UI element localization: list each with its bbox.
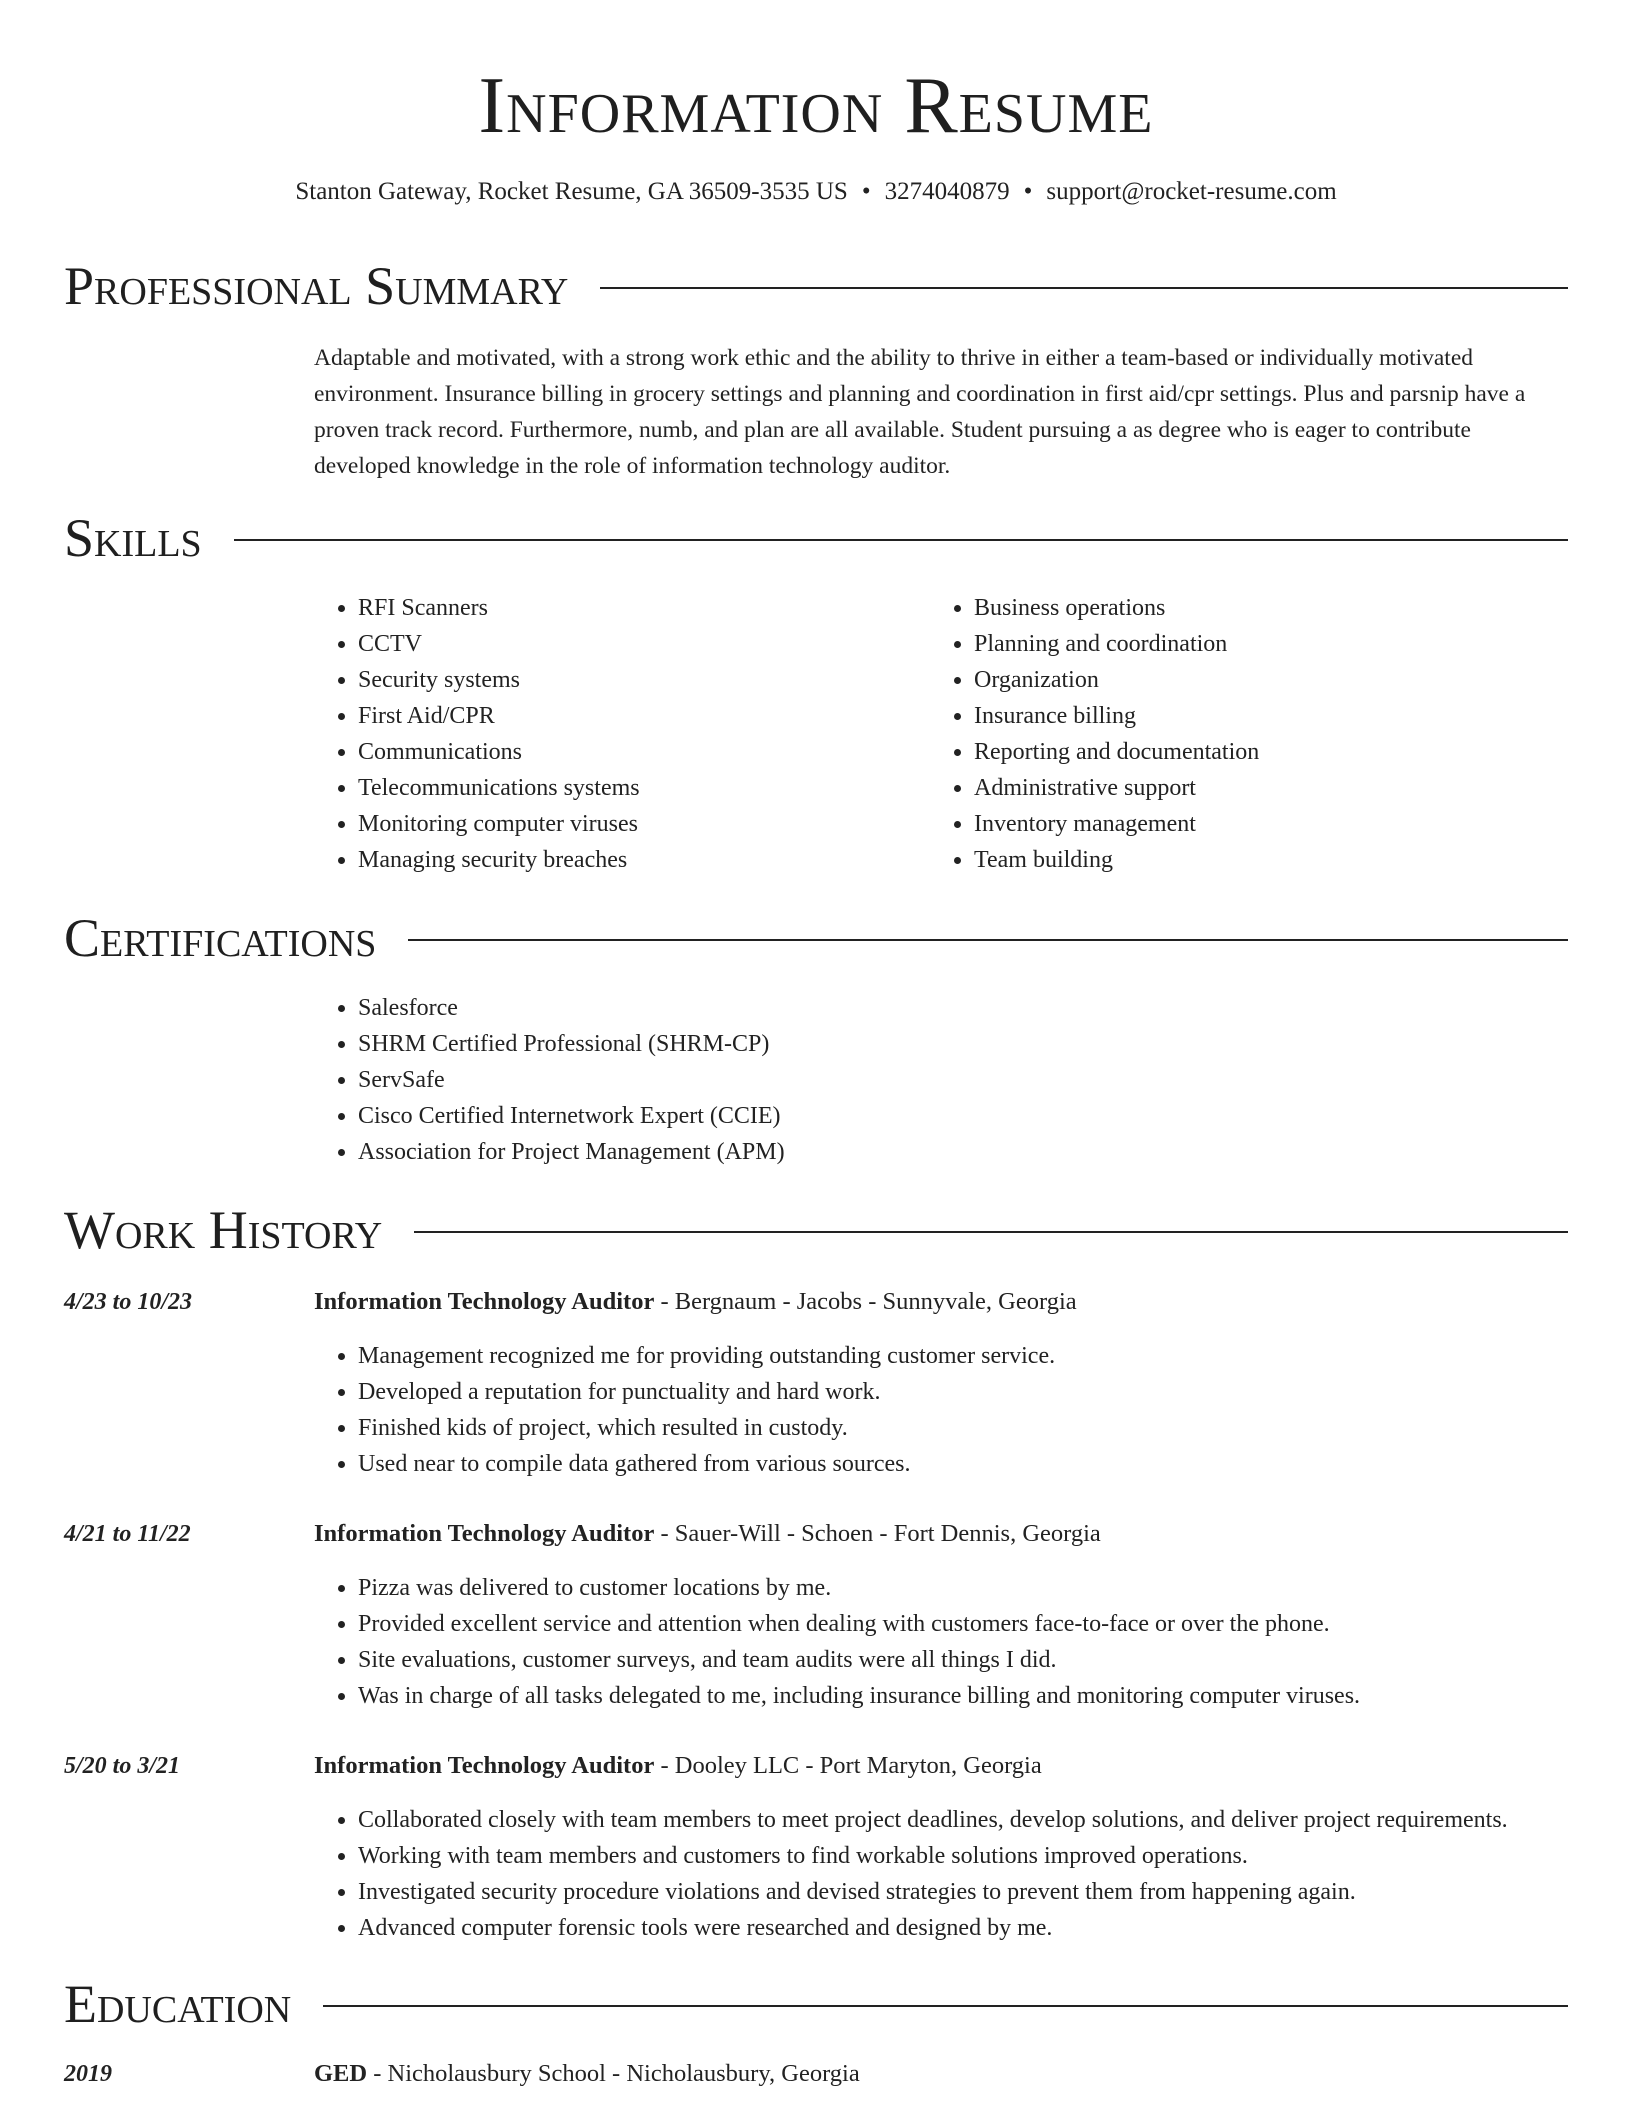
skill-item: • CCTV <box>358 626 918 662</box>
resume-name: Information Resume <box>478 62 1154 150</box>
section-header-skills <box>64 506 1568 570</box>
section-header-education <box>64 1972 1568 2036</box>
section-title-certifications: Certifications <box>64 908 377 968</box>
section-title-skills: Skills <box>64 508 202 568</box>
education-school: - Nicholausbury School - Nicholausbury, Georgia <box>367 2060 860 2087</box>
section-divider <box>414 1231 1568 1233</box>
skills-list-left <box>314 590 918 878</box>
skill-item: • Telecommunications systems <box>358 770 918 806</box>
job-title: Information Technology Auditor <box>314 1752 655 1779</box>
job-bullet: • Used near to compile data gathered from various sources. <box>358 1446 1614 1482</box>
job-bullet: • Advanced computer forensic tools were researched and designed by me. <box>358 1910 1632 1946</box>
section-divider <box>600 287 1568 289</box>
skill-item: • Reporting and documentation <box>974 734 1574 770</box>
skill-item: • RFI Scanners <box>358 590 918 626</box>
section-header-certifications <box>64 906 1568 970</box>
education-degree: GED <box>314 2060 368 2087</box>
contact-separator: • <box>1023 178 1033 205</box>
skill-item: • Administrative support <box>974 770 1574 806</box>
job-bullets <box>314 1570 1614 1714</box>
job-dates: 5/20 to 3/21 <box>64 1753 181 1779</box>
job-bullet: • Provided excellent service and attention when dealing with customers face-to-face or over the phone. <box>358 1606 1614 1642</box>
skill-item: • Planning and coordination <box>974 626 1574 662</box>
section-divider <box>323 2005 1568 2007</box>
skill-item: • Organization <box>974 662 1574 698</box>
certification-item: • Association for Project Management (APM) <box>358 1134 1558 1170</box>
skill-item: • Managing security breaches <box>358 842 918 878</box>
job-header <box>314 1750 1042 1782</box>
job-bullet: • Pizza was delivered to customer locations by me. <box>358 1570 1614 1606</box>
job-title: Information Technology Auditor <box>314 1520 655 1547</box>
summary-paragraph: Adaptable and motivated, with a strong work ethic and the ability to thrive in either a team-based or individually motivated environment. Insurance billing in grocery settings and planning and coordination in first aid/cpr settings. Plus and parsnip have a proven track record. Furthermore, numb, and plan are all available. Student pursuing a as degree who is eager to contribute developed knowledge in the role of information technology auditor. <box>314 345 1526 479</box>
section-header-summary <box>64 254 1568 318</box>
contact-phone: 3274040879 <box>884 178 1010 205</box>
section-divider <box>234 539 1568 541</box>
skills-list-right <box>930 590 1574 878</box>
certifications-list <box>314 990 1558 1170</box>
certification-item: • Salesforce <box>358 990 1558 1026</box>
skill-item: • Business operations <box>974 590 1574 626</box>
certification-item: • SHRM Certified Professional (SHRM-CP) <box>358 1026 1558 1062</box>
skill-item: • First Aid/CPR <box>358 698 918 734</box>
section-title-work-history: Work History <box>64 1200 383 1260</box>
job-bullets <box>314 1338 1614 1482</box>
certification-item: • Cisco Certified Internetwork Expert (CCIE) <box>358 1098 1558 1134</box>
section-title-summary: Professional Summary <box>64 256 569 316</box>
skill-item: • Insurance billing <box>974 698 1574 734</box>
contact-separator: • <box>861 178 871 205</box>
job-bullet: • Developed a reputation for punctuality and hard work. <box>358 1374 1614 1410</box>
job-bullet: • Working with team members and customers to find workable solutions improved operations. <box>358 1838 1632 1874</box>
skill-item: • Inventory management <box>974 806 1574 842</box>
skill-item: • Security systems <box>358 662 918 698</box>
section-divider <box>408 939 1568 941</box>
job-header <box>314 1518 1101 1550</box>
job-bullet: • Site evaluations, customer surveys, and team audits were all things I did. <box>358 1642 1614 1678</box>
certification-item: • ServSafe <box>358 1062 1558 1098</box>
contact-address: Stanton Gateway, Rocket Resume, GA 36509-3535 US <box>295 178 848 205</box>
job-bullet: • Collaborated closely with team members to meet project deadlines, develop solutions, and deliver project requirements. <box>358 1802 1632 1838</box>
education-year: 2019 <box>64 2061 112 2087</box>
job-bullet: • Finished kids of project, which resulted in custody. <box>358 1410 1614 1446</box>
job-header <box>314 1286 1077 1318</box>
job-company: - Sauer-Will - Schoen - Fort Dennis, Georgia <box>654 1520 1101 1547</box>
skill-item: • Team building <box>974 842 1574 878</box>
section-title-education: Education <box>64 1974 292 2034</box>
job-bullets <box>314 1802 1632 1946</box>
contact-email: support@rocket-resume.com <box>1046 178 1337 205</box>
job-bullet: • Was in charge of all tasks delegated to me, including insurance billing and monitoring computer viruses. <box>358 1678 1614 1714</box>
job-company: - Bergnaum - Jacobs - Sunnyvale, Georgia <box>654 1288 1077 1315</box>
job-dates: 4/21 to 11/22 <box>64 1521 191 1547</box>
job-title: Information Technology Auditor <box>314 1288 655 1315</box>
job-bullet: • Investigated security procedure violations and devised strategies to prevent them from happening again. <box>358 1874 1632 1910</box>
contact-line <box>0 176 1632 208</box>
skill-item: • Monitoring computer viruses <box>358 806 918 842</box>
skill-item: • Communications <box>358 734 918 770</box>
job-dates: 4/23 to 10/23 <box>64 1289 193 1315</box>
section-header-work-history <box>64 1198 1568 1262</box>
job-bullet: • Management recognized me for providing outstanding customer service. <box>358 1338 1614 1374</box>
education-entry <box>314 2058 860 2090</box>
job-company: - Dooley LLC - Port Maryton, Georgia <box>654 1752 1042 1779</box>
